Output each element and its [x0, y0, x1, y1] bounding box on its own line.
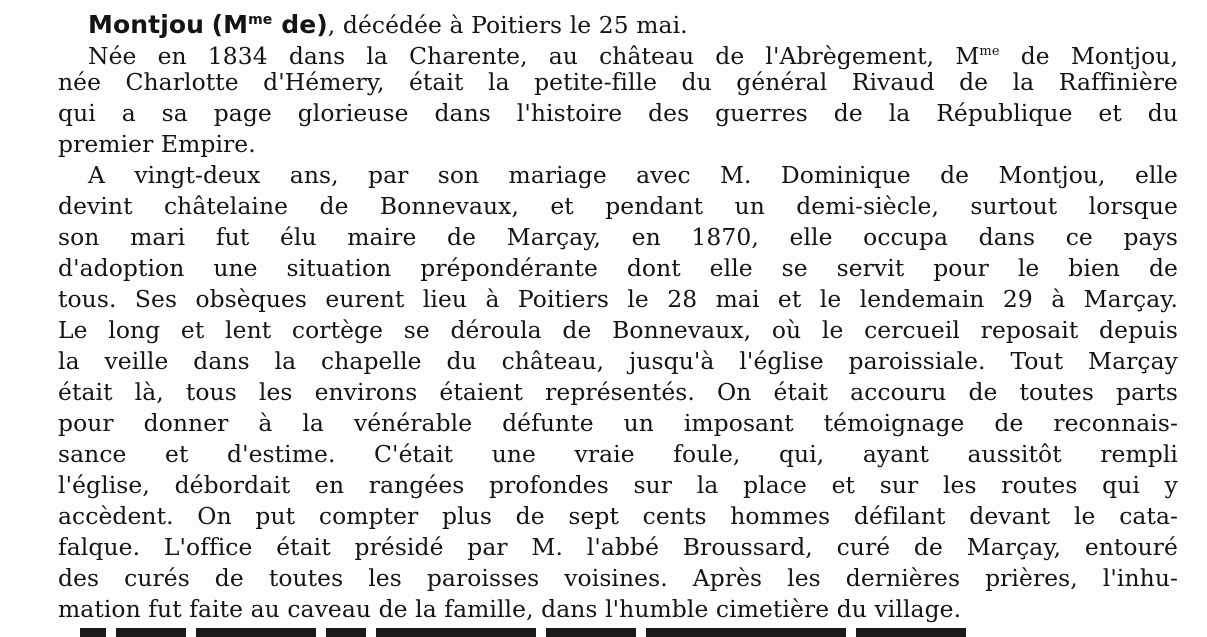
text-line: premier Empire. [58, 130, 256, 158]
title-superscript: me [979, 44, 1000, 59]
text-line: devint châtelaine de Bonnevaux, et pendant un demi-siècle, surtout lorsque [58, 192, 1178, 220]
text-line: d'adoption une situation prépondérante dont elle se servit pour le bien de [58, 254, 1178, 282]
death-notice: , décédée à Poitiers le 25 mai. [327, 11, 688, 39]
entry-heading [58, 5, 1178, 39]
entry-title [212, 10, 328, 39]
paragraph-life-and-funeral [58, 160, 1178, 625]
text-line: falque. L'office était présidé par M. l'abbé Broussard, curé de Marçay, entouré [58, 533, 1178, 561]
text-line: Née en 1834 dans la Charente, au château de l'Abrègement, $M^{me}$ de Montjou, [88, 42, 1178, 70]
text-line: l'église, débordait en rangées profondes sur la place et sur les routes qui y [58, 471, 1178, 499]
obituary-entry [58, 5, 1178, 625]
cropped-next-line [80, 628, 1160, 637]
text-line: son mari fut élu maire de Marçay, en 1870, elle occupa dans ce pays [58, 223, 1178, 251]
text-line: Le long et lent cortège se déroula de Bonnevaux, où le cercueil reposait depuis [58, 316, 1178, 344]
text-line: pour donner à la vénérable défunte un imposant témoignage de reconnais- [58, 409, 1178, 437]
title-superscript: me [248, 12, 273, 28]
text-line: sance et d'estime. C'était une vraie foule, qui, ayant aussitôt rempli [58, 440, 1178, 468]
text-line: la veille dans la chapelle du château, jusqu'à l'église paroissiale. Tout Marçay [58, 347, 1178, 375]
title-suffix: de) [272, 10, 328, 39]
text-line: née Charlotte d'Hémery, était la petite-fille du général Rivaud de la Raffinière [58, 68, 1178, 96]
cropped-previous-line [40, 0, 1180, 4]
text-line: A vingt-deux ans, par son mariage avec M. Dominique de Montjou, elle [88, 161, 1178, 189]
text-line: des curés de toutes les paroisses voisines. Après les dernières prières, l'inhu- [58, 564, 1178, 592]
text-line: accèdent. On put compter plus de sept cents hommes défilant devant le cata- [58, 502, 1178, 530]
text-line: tous. Ses obsèques eurent lieu à Poitiers le 28 mai et le lendemain 29 à Marçay. [58, 285, 1178, 313]
text-line: mation fut faite au caveau de la famille, dans l'humble cimetière du village. [58, 595, 962, 623]
text-line: était là, tous les environs étaient représentés. On était accouru de toutes parts [58, 378, 1178, 406]
paragraph-birth [58, 36, 1178, 160]
entry-name: Montjou [88, 10, 205, 39]
title-prefix: (M [211, 10, 249, 39]
text-line: qui a sa page glorieuse dans l'histoire des guerres de la République et du [58, 99, 1178, 127]
